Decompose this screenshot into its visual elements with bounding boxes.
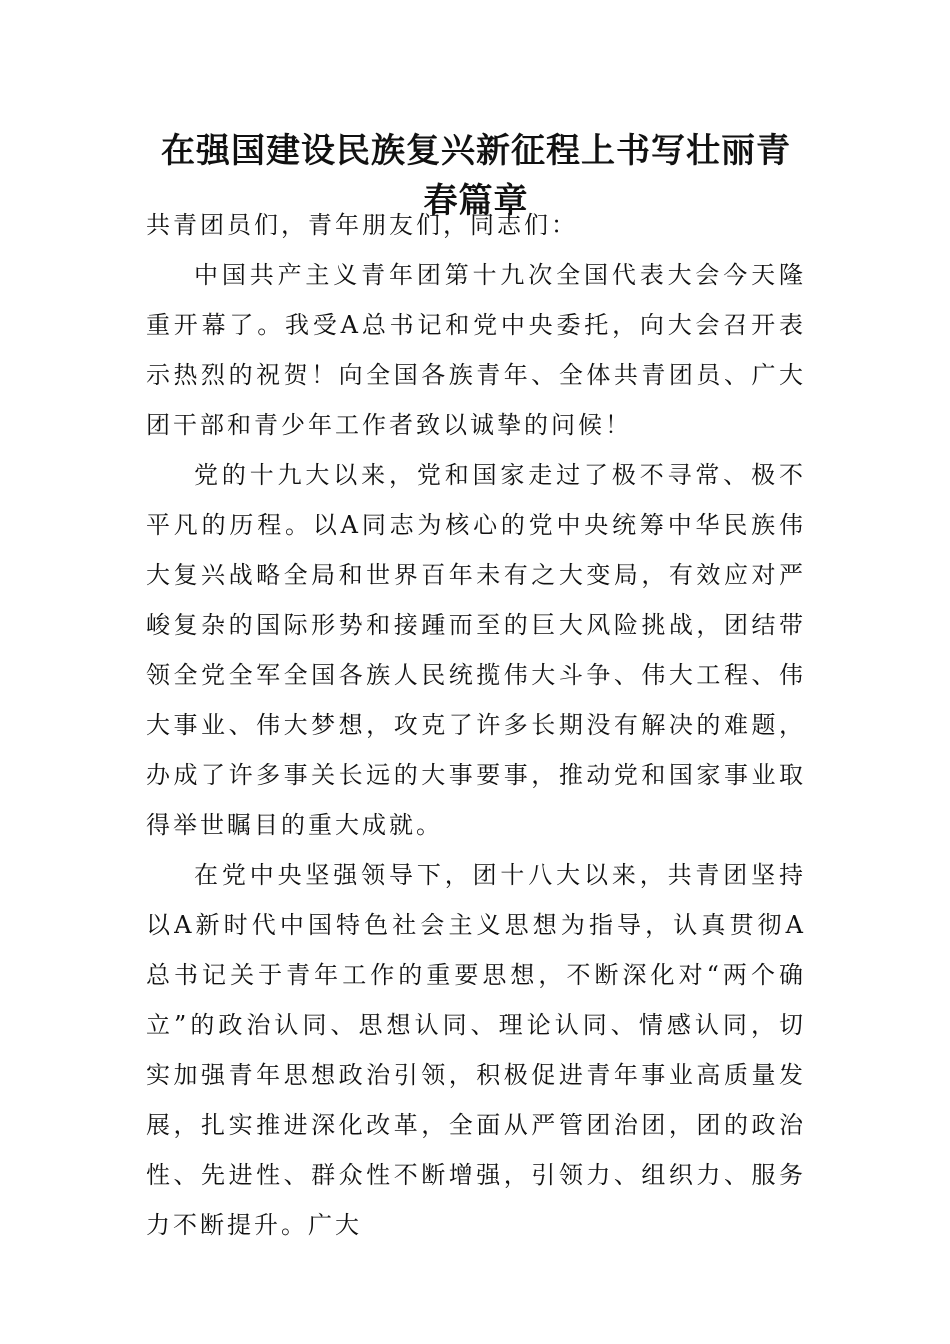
salutation: 共青团员们，青年朋友们，同志们： xyxy=(146,211,578,239)
document-body xyxy=(146,200,806,1250)
document-title: 在强国建设民族复兴新征程上书写壮丽青春篇章 xyxy=(161,131,791,221)
paragraph-2: 党的十九大以来，党和国家走过了极不寻常、极不平凡的历程。以A同志为核心的党中央统筹中华民族伟大复兴战略全局和世界百年未有之大变局，有效应对严峻复杂的国际形势和接踵而至的巨大风险挑战，团结带领全党全军全国各族人民统揽伟大斗争、伟大工程、伟大事业、伟大梦想，攻克了许多长期没有解决的难题，办成了许多事关长远的大事要事，推动党和国家事业取得举世瞩目的重大成就。 xyxy=(146,461,806,839)
paragraph-3: 在党中央坚强领导下，团十八大以来，共青团坚持以A新时代中国特色社会主义思想为指导，认真贯彻A总书记关于青年工作的重要思想，不断深化对“两个确立”的政治认同、思想认同、理论认同、情感认同，切实加强青年思想政治引领，积极促进青年事业高质量发展，扎实推进深化改革，全面从严管团治团，团的政治性、先进性、群众性不断增强，引领力、组织力、服务力不断提升。广大 xyxy=(146,861,806,1239)
paragraph-1: 中国共产主义青年团第十九次全国代表大会今天隆重开幕了。我受A总书记和党中央委托，向大会召开表示热烈的祝贺！向全国各族青年、全体共青团员、广大团干部和青少年工作者致以诚挚的问候！ xyxy=(146,261,806,439)
